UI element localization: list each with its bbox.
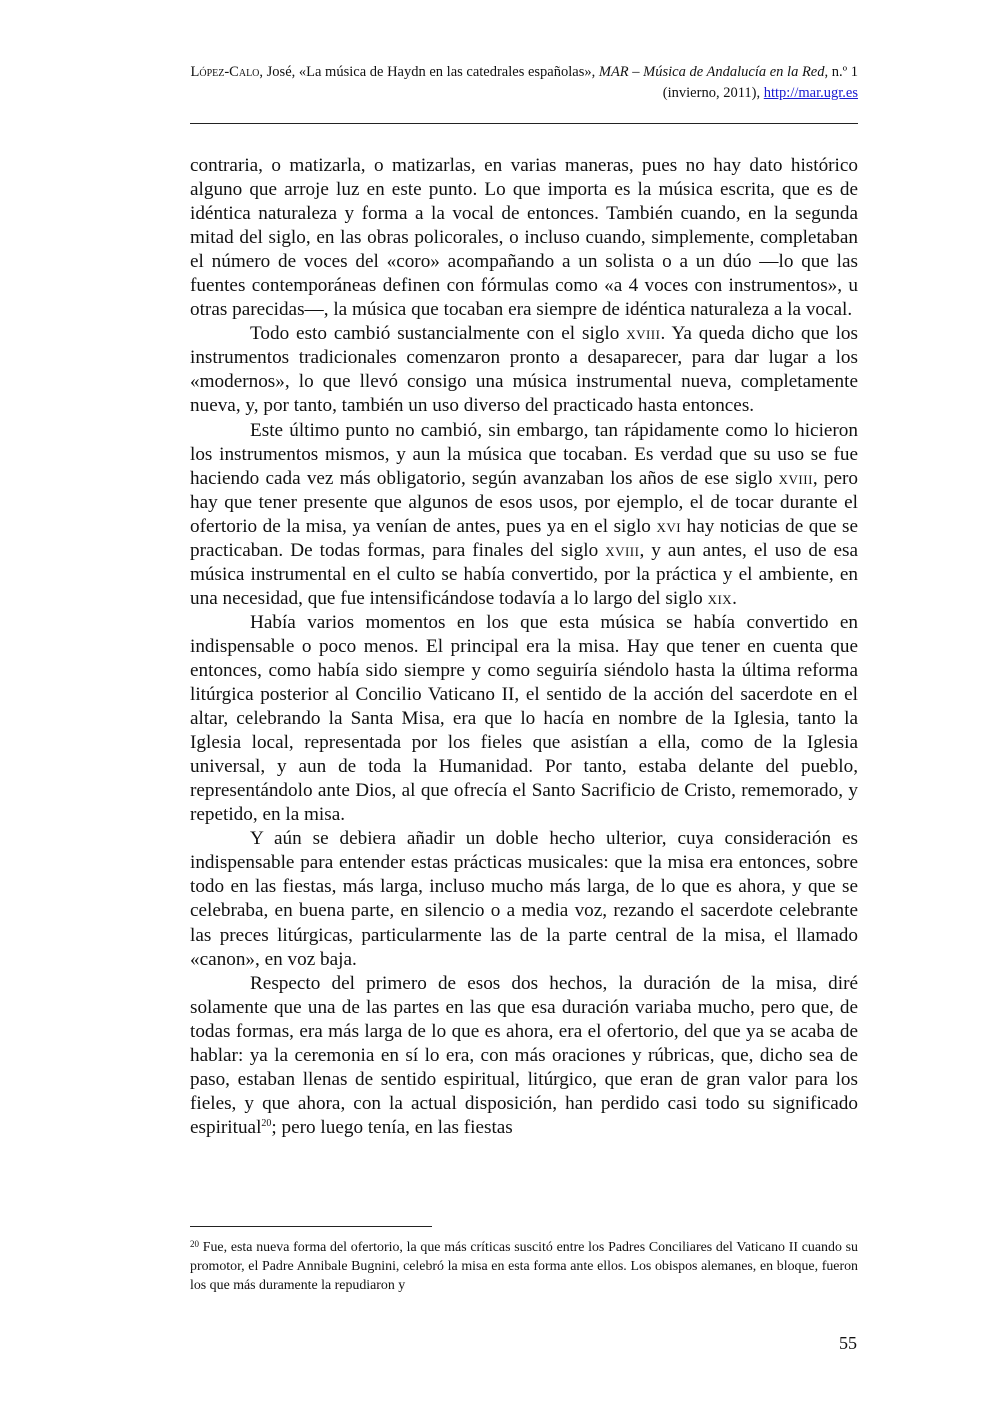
paragraph-3-text-b: , pero hay que tener presente que algunos de esos usos, por ejemplo, el de tocar durante el ofertorio de la misa, ya venían de antes, pues ya en el siglo <box>190 467 859 537</box>
paragraph-4: Había varios momentos en los que esta música se había convertido en indispensable o poco menos. El principal era la misa. Hay que tener en cuenta que entonces, como había sido siempre y como seguiría siéndolo hasta la última reforma litúrgica posterior al Concilio Vaticano II, el sentido de la acción del sacerdote en el altar, celebrando la Santa Misa, era que lo hacía en nombre de la Iglesia, tanto la Iglesia local, representada por los fieles que asistían a ella, como de la Iglesia universal, y aun de toda la Humanidad. Por tanto, estaba delante del pueblo, representándolo ante Dios, al que ofrecía el Santo Sacrificio de Cristo, rememorado, y repetido, en la misa. <box>190 611 858 826</box>
header-rule <box>190 123 858 124</box>
paragraph-2-text-b: . Ya queda dicho que los instrumentos tradicionales comenzaron pronto a desaparecer, para dar lugar a los «modernos», lo que llevó consigo una música instrumental nueva, completamente nueva, y, por tanto, también un uso diverso del practicado hasta entonces. <box>190 323 858 417</box>
paragraph-3-text-a: Este último punto no cambió, sin embargo, tan rápidamente como lo hicieron los instrumentos mismos, y aun la música que tocaban. Es verdad que su uso se fue haciendo cada vez más obligatorio, según avanzaban los años de ese siglo <box>190 419 858 489</box>
paragraph-3-text-e: . <box>732 587 737 609</box>
paragraph-6 <box>190 972 858 1140</box>
main-text <box>190 154 858 1140</box>
header-url-link[interactable]: http://mar.ugr.es <box>763 85 858 101</box>
running-header <box>190 62 858 104</box>
header-author-surname: López-Calo <box>190 64 260 80</box>
footnote-reference[interactable]: 20 <box>261 1117 272 1129</box>
footnote-text: Fue, esta nueva forma del ofertorio, la que más críticas suscitó entre los Padres Conciliares del Vaticano II cuando su promotor, el Padre Annibale Bugnini, celebró la misa en esta forma ante ellos. Los obispos alemanes, en bloque, fueron los que más duramente la repudiaron y <box>190 1240 858 1293</box>
header-journal: MAR – Música de Andalucía en la Red <box>598 64 825 80</box>
century-xviii: xviii <box>626 323 661 345</box>
paragraph-6-text-a: Respecto del primero de esos dos hechos, la duración de la misa, diré solamente que una de las partes en las que esa duración variaba mucho, pero que, de todas formas, era más larga de lo que es ahora, era el ofertorio, del que ya se acaba de hablar: ya la ceremonia en sí lo era, con más oraciones y rúbricas, que, dicho sea de paso, estaban llenas de sentido espiritual, litúrgico, que eran de gran valor para los fieles, y que ahora, con la actual disposición, han perdido casi todo su significado espiritual <box>190 972 858 1138</box>
header-article-title: «La música de Haydn en las catedrales españolas», <box>298 64 599 80</box>
header-author-rest: , José, <box>259 64 299 80</box>
paragraph-3 <box>190 419 858 611</box>
century-xix: xix <box>707 587 733 609</box>
header-issue: , n.º 1 (invierno, 2011), <box>662 64 858 101</box>
footnote-20 <box>190 1238 858 1295</box>
century-xviii: xviii <box>605 539 640 561</box>
paragraph-3-text-d: , y aun antes, el uso de esa música instrumental en el culto se había convertido, por la práctica y el ambiente, en una necesidad, que fue intensificándose todavía a lo largo del siglo <box>190 539 858 609</box>
paragraph-5: Y aún se debiera añadir un doble hecho ulterior, cuya consideración es indispensable para entender estas prácticas musicales: que la misa era entonces, sobre todo en las fiestas, más larga, incluso mucho más larga, de lo que es ahora, y que se celebraba, en buena parte, en silencio o a media voz, rezando el sacerdote celebrante las preces litúrgicas, particularmente las de la parte central de la misa, el llamado «canon», en voz baja. <box>190 828 858 970</box>
paragraph-2 <box>190 322 858 418</box>
footnote-rule <box>190 1226 432 1227</box>
footnote-number: 20 <box>190 1239 199 1249</box>
paragraph-1: contraria, o matizarla, o matizarlas, en varias maneras, pues no hay dato histórico alguno que arroje luz en este punto. Lo que importa es la música escrita, que es de idéntica naturaleza y forma a la vocal de entonces. También cuando, en la segunda mitad del siglo, en las obras policorales, o incluso cuando, simplemente, completaban el número de voces del «coro» acompañando a un solista o a un dúo —lo que las fuentes contemporáneas definen con fórmulas como «a 4 voces con instrumentos», u otras parecidas—, la música que tocaban era siempre de idéntica naturaleza a la vocal. <box>190 155 858 321</box>
paragraph-2-text-a: Todo esto cambió sustancialmente con el siglo <box>250 323 627 345</box>
header-line-1 <box>190 62 858 104</box>
century-xviii: xviii <box>778 467 813 489</box>
paragraph-6-text-b: ; pero luego tenía, en las fiestas <box>271 1116 513 1138</box>
paragraph-3-text-c: hay noticias de que se practicaban. De todas formas, para finales del siglo <box>190 515 859 561</box>
century-xvi: xvi <box>656 515 682 537</box>
page-number: 55 <box>839 1333 857 1353</box>
